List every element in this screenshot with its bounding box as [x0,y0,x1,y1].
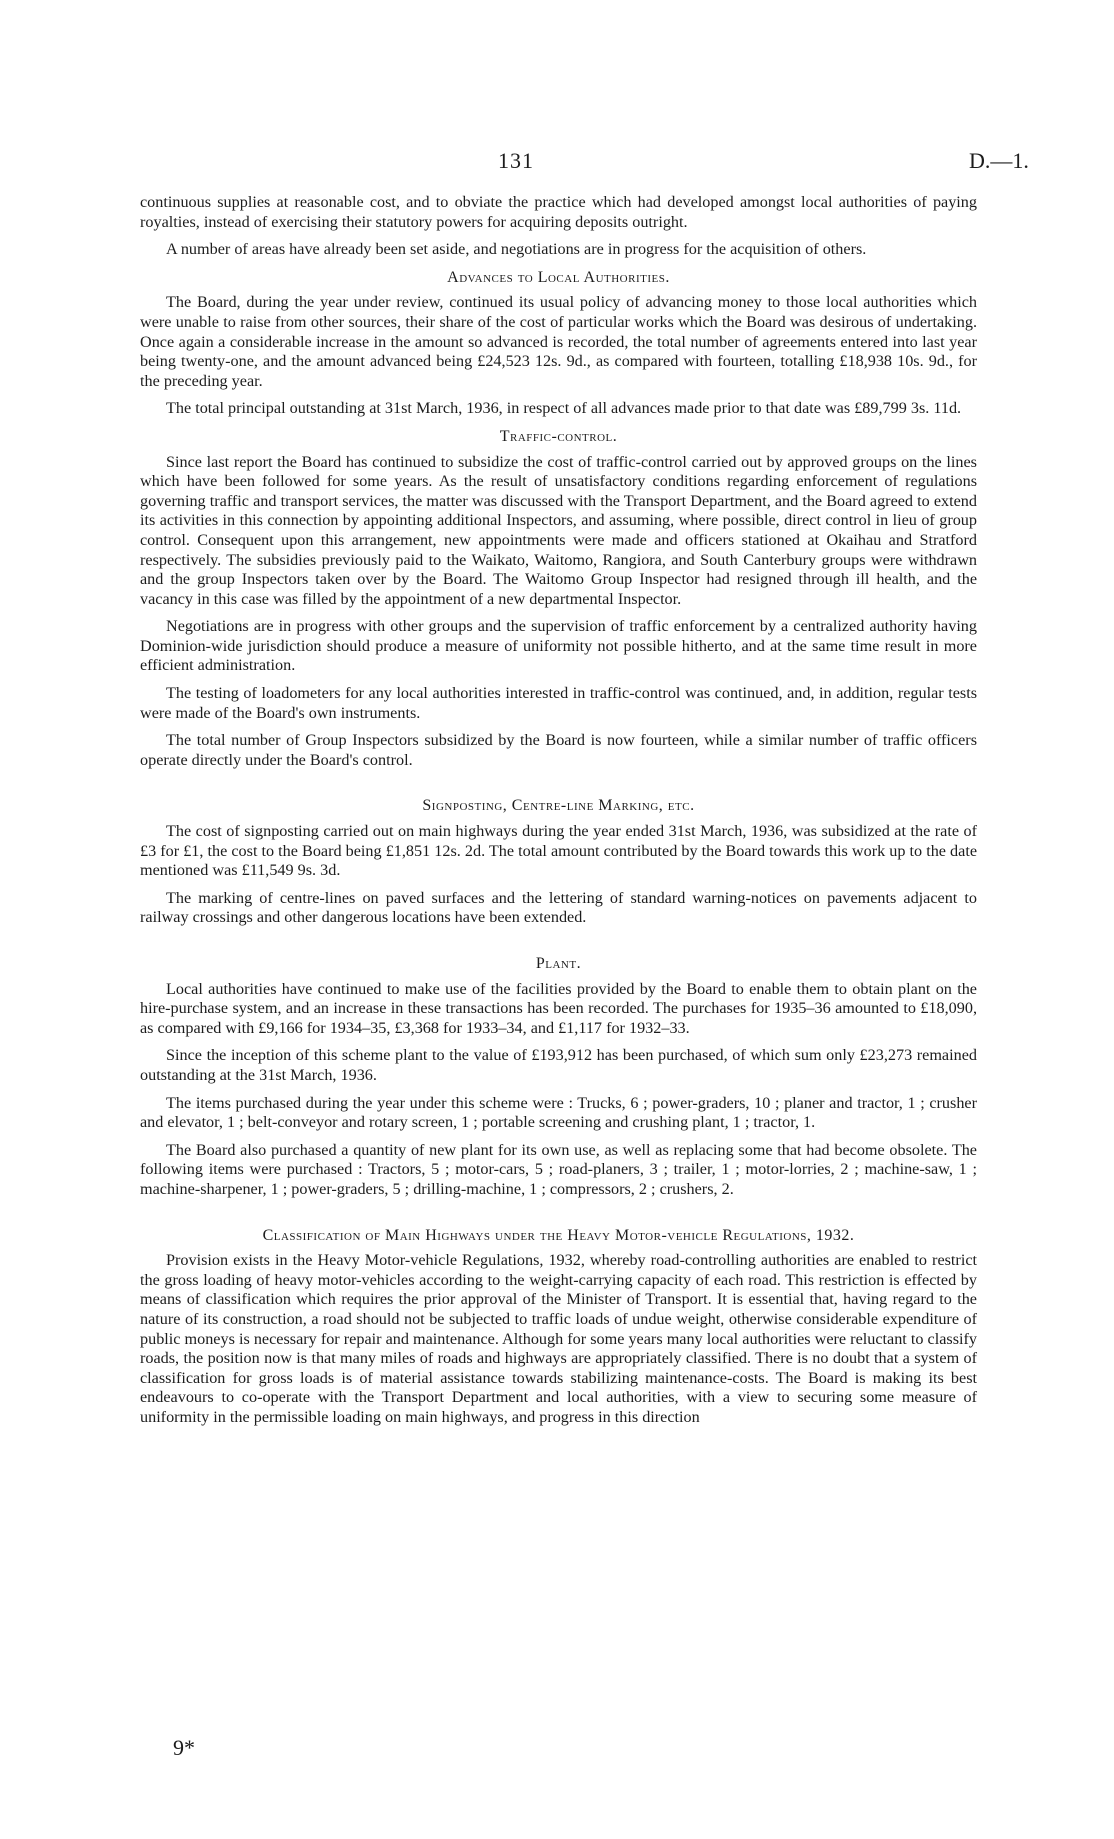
body-text [140,193,977,1435]
page-number: 131 [498,148,534,173]
paragraph: Negotiations are in progress with other groups and the supervision of traffic enforcement by a centralized authority having Dominion-wide jurisdiction should produce a measure of uniformity not possible hitherto, and at the same time result in more efficient administration. [140,617,977,675]
section-heading-classification: Classification of Main Highways under the Heavy Motor-vehicle Regulations, 1932. [262,1226,855,1244]
section-heading-traffic-control: Traffic-control. [499,427,618,445]
signature-mark: 9* [173,1735,195,1760]
section-heading-signposting: Signposting, Centre-line Marking, etc. [422,797,695,815]
section-heading-plant: Plant. [535,955,582,972]
paragraph: The items purchased during the year under this scheme were : Trucks, 6 ; power-graders, 10 ; planer and tractor, 1 ; crusher and elevator, 1 ; belt-conveyor and rotary screen, 1 ; portable screening and crushing plant, 1 ; tractor, 1. [140,1093,977,1132]
paragraph: Since last report the Board has continued to subsidize the cost of traffic-control carried out by approved groups on the lines which have been followed for some years. As the result of unsatisfactory conditions regarding enforcement of regulations governing traffic and transport services, the matter was discussed with the Transport Department, and the Board agreed to extend its activities in this connection by appointing additional Inspectors, and assuming, where possible, direct control in lieu of group control. Consequent upon this arrangement, new appointments were made and officers stationed at Okaihau and Stratford respectively. The subsidies previously paid to the Waikato, Waitomo, Rangiora, and South Canterbury groups were withdrawn and the group Inspectors taken over by the Board. The Waitomo Group Inspector had resigned through ill health, and the vacancy in this case was filled by the appointment of a new departmental Inspector. [140,452,977,608]
paragraph: continuous supplies at reasonable cost, and to obviate the practice which had developed amongst local authorities of paying royalties, instead of exercising their statutory powers for acquiring deposits outright. [140,193,977,231]
paragraph: The Board also purchased a quantity of new plant for its own use, as well as replacing some that had become obsolete. The following items were purchased : Tractors, 5 ; motor-cars, 5 ; road-planers, 3 ; trailer, 1 ; motor-lorries, 2 ; machine-saw, 1 ; machine-sharpener, 1 ; power-graders, 5 ; drilling-machine, 1 ; compressors, 2 ; crushers, 2. [140,1140,977,1198]
paragraph: The marking of centre-lines on paved surfaces and the lettering of standard warning-notices on pavements adjacent to railway crossings and other dangerous locations have been extended. [140,888,977,927]
paragraph: The total principal outstanding at 31st March, 1936, in respect of all advances made prior to that date was £89,799 3s. 11d. [166,399,962,418]
paragraph: The cost of signposting carried out on main highways during the year ended 31st March, 1936, was subsidized at the rate of £3 for £1, the cost to the Board being £1,851 12s. 2d. The total amount contributed by the Board towards this work up to the date mentioned was £11,549 9s. 3d. [140,822,977,880]
paragraph: Provision exists in the Heavy Motor-vehicle Regulations, 1932, whereby road-controlling authorities are enabled to restrict the gross loading of heavy motor-vehicles according to the weight-carrying capacity of each road. This restriction is effected by means of classification which requires the prior approval of the Minister of Transport. It is essential that, having regard to the nature of its construction, a road should not be subjected to traffic loads of undue weight, otherwise considerable expenditure of public moneys is necessary for repair and maintenance. Although for some years many local authorities were reluctant to classify roads, the position now is that many miles of roads and highways are appropriately classified. There is no doubt that a system of classification for gross loads is of material assistance towards stabilizing maintenance-costs. The Board is making its best endeavours to co-operate with the Transport Department and local authorities, with a view to securing some measure of uniformity in the permissible loading on main highways, and progress in this direction [140,1251,977,1426]
paragraph: The testing of loadometers for any local authorities interested in traffic-control was continued, and, in addition, regular tests were made of the Board's own instruments. [140,684,977,722]
paragraph: The Board, during the year under review, continued its usual policy of advancing money to those local authorities which were unable to raise from other sources, their share of the cost of particular works which the Board was desirous of undertaking. Once again a considerable increase in the amount so advanced is recorded, the total number of agreements entered into last year being twenty-one, and the amount advanced being £24,523 12s. 9d., as compared with fourteen, totalling £18,938 10s. 9d., for the preceding year. [140,293,977,390]
paragraph: Since the inception of this scheme plant to the value of £193,912 has been purchased, of which sum only £23,273 remained outstanding at the 31st March, 1936. [140,1046,977,1084]
paragraph: A number of areas have already been set aside, and negotiations are in progress for the acquisition of others. [166,240,867,259]
paragraph: Local authorities have continued to make use of the facilities provided by the Board to enable them to obtain plant on the hire-purchase system, and an increase in these transactions has been recorded. The purchases for 1935–36 amounted to £18,090, as compared with £9,166 for 1934–35, £3,368 for 1933–34, and £1,117 for 1932–33. [140,979,977,1037]
section-heading-advances: Advances to Local Authorities. [447,268,670,286]
document-reference: D.—1. [969,148,1029,173]
paragraph: The total number of Group Inspectors subsidized by the Board is now fourteen, while a similar number of traffic officers operate directly under the Board's control. [140,731,977,769]
